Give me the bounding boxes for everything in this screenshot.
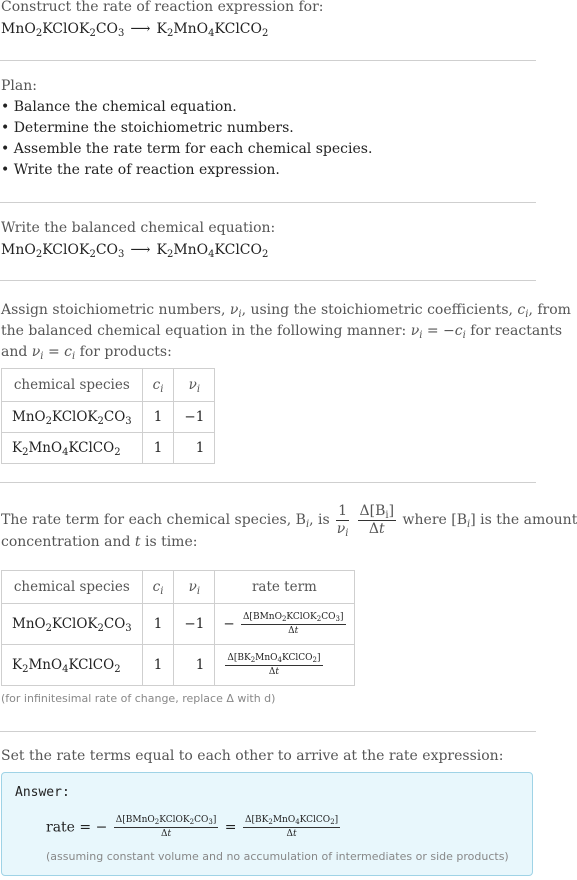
plan-step: • Assemble the rate term for each chemical species.	[1, 141, 373, 157]
intro-section	[0, 0, 536, 40]
infinitesimal-note: (for infinitesimal rate of change, replace Δ with d)	[1, 692, 276, 705]
rate-section	[0, 498, 577, 553]
divider	[0, 280, 536, 281]
col-header: $c_i$	[142, 369, 174, 402]
table-row	[2, 402, 215, 433]
final-section	[0, 746, 536, 767]
rate-term-cell: − $\frac{\Delta[BMnO_2KClOK_2CO_3]}{\Delta t}$	[215, 604, 354, 645]
balanced-heading: Write the balanced chemical equation:	[1, 220, 276, 236]
c-cell: 1	[142, 604, 174, 645]
species-cell: $MnO_2KClOK_2CO_3$	[2, 604, 143, 645]
divider	[0, 202, 536, 203]
final-heading: Set the rate terms equal to each other to arrive at the rate expression:	[1, 748, 504, 764]
c-cell: 1	[142, 645, 174, 686]
rate-term-cell: $\frac{\Delta[BK_2MnO_4KClCO_2]}{\Delta t}$	[215, 645, 354, 686]
col-header: $\nu_i$	[174, 369, 215, 402]
nu-cell: 1	[174, 645, 215, 686]
species-cell: $K_2MnO_4KClCO_2$	[2, 645, 143, 686]
col-header: $c_i$	[142, 571, 174, 604]
species-cell: $K_2MnO_4KClCO_2$	[2, 433, 143, 464]
stoich-section	[0, 300, 571, 363]
answer-box	[1, 772, 533, 876]
intro-heading: Construct the rate of reaction expression for:	[1, 0, 324, 15]
plan-step: • Write the rate of reaction expression.	[1, 162, 280, 178]
balanced-equation: $MnO_2KClOK_2CO_3$ ⟶ $K_2MnO_4KClCO_2$	[1, 242, 269, 260]
stoich-text: the balanced chemical equation in the following manner: $\nu_i = -c_i$ for reactants	[1, 323, 563, 341]
table-row	[2, 433, 215, 464]
one-over-nu: $\frac{1}{\nu_i}$	[336, 502, 349, 539]
plan-step: • Determine the stoichiometric numbers.	[1, 120, 294, 136]
c-cell: 1	[142, 402, 174, 433]
assumption-note: (assuming constant volume and no accumulation of intermediates or side products)	[46, 850, 509, 863]
balanced-section	[0, 218, 536, 261]
species-cell: $MnO_2KClOK_2CO_3$	[2, 402, 143, 433]
divider	[0, 731, 536, 732]
rate-text: The rate term for each chemical species, $B_i$, is $\frac{1}{\nu_i}$ $\frac{\Delta[B_i]}{\Delta t}$ where $[B_i]$ is the amount	[1, 502, 577, 539]
col-header: chemical species	[2, 369, 143, 402]
col-header: rate term	[215, 571, 354, 604]
divider	[0, 482, 536, 483]
table-header-row	[2, 571, 355, 604]
nu-cell: 1	[174, 433, 215, 464]
nu-cell: −1	[174, 604, 215, 645]
plan-section	[0, 76, 536, 181]
reaction-equation: $MnO_2KClOK_2CO_3$ ⟶ $K_2MnO_4KClCO_2$	[1, 21, 269, 39]
col-header: $\nu_i$	[174, 571, 215, 604]
stoich-table	[1, 368, 215, 464]
table-row	[2, 604, 355, 645]
table-header-row	[2, 369, 215, 402]
c-cell: 1	[142, 433, 174, 464]
divider	[0, 60, 536, 61]
plan-step: • Balance the chemical equation.	[1, 99, 237, 115]
rate-text: concentration and t is time:	[1, 534, 198, 550]
table-row	[2, 645, 355, 686]
rate-expression: rate = − $\frac{\Delta[BMnO_2KClOK_2CO_3]}{\Delta t}$ = $\frac{\Delta[BK_2MnO_4KClCO_2]}{\Delta t}$	[46, 815, 339, 839]
answer-label: Answer:	[15, 785, 70, 800]
plan-title: Plan:	[1, 78, 37, 94]
stoich-text: and $\nu_i = c_i$ for products:	[1, 344, 172, 362]
stoich-text: Assign stoichiometric numbers, $\nu_i$, using the stoichiometric coefficients, $c_i$, from	[1, 302, 571, 320]
rate-table	[1, 570, 355, 686]
col-header: chemical species	[2, 571, 143, 604]
nu-cell: −1	[174, 402, 215, 433]
delta-fraction: $\frac{\Delta[B_i]}{\Delta t}$	[359, 502, 395, 537]
